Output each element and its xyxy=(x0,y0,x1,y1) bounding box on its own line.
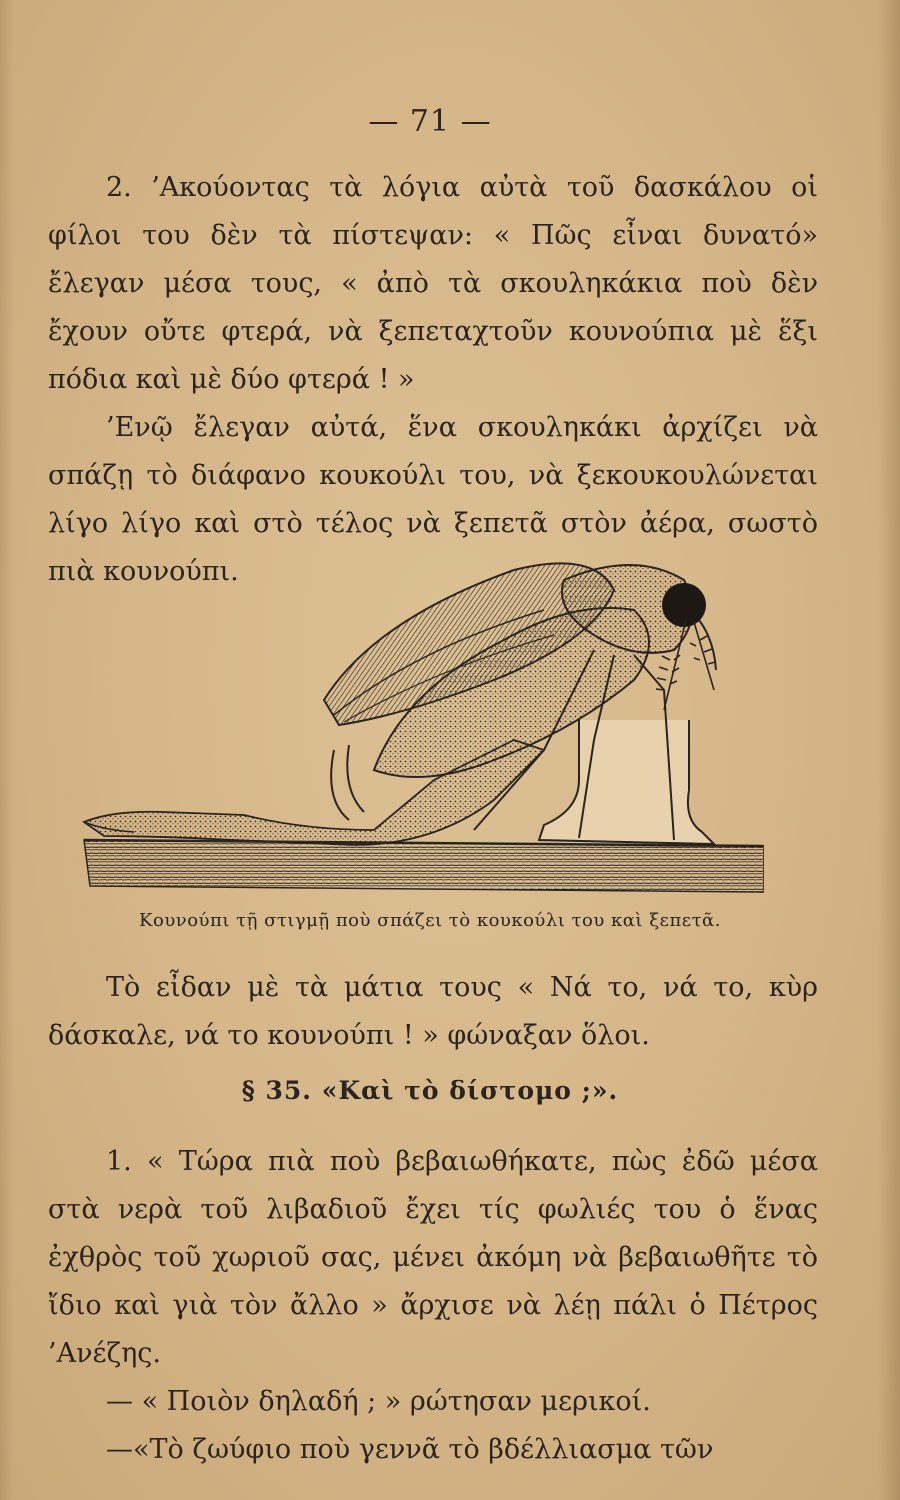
paragraph-answer: —«Τὸ ζωύφιο ποὺ γεννᾶ τὸ βδέλλιασμα τῶν xyxy=(106,1434,714,1465)
paragraph-shout: Τὸ εἶδαν μὲ τὰ μάτια τους « Νά το, νά το, κὺρ δάσκαλε, νά το κουνούπι ! » φώναξαν ὅλοι. xyxy=(48,972,818,1051)
wooden-plank xyxy=(84,840,764,892)
after-figure-text-block xyxy=(48,964,818,1060)
paragraph-question: — « Ποιὸν δηλαδή ; » ρώτησαν μερικοί. xyxy=(106,1386,651,1417)
section-heading: § 35. «Καὶ τὸ δίστομο ;». xyxy=(241,1076,619,1105)
page-right-edge xyxy=(878,0,900,1500)
page-left-edge xyxy=(0,0,14,1500)
paragraph-hatching: ’Ενῷ ἔλεγαν αὐτά, ἕνα σκουληκάκι ἀρχίζει νὰ σπάζῃ τὸ διάφανο κουκούλι του, νὰ ξεκουκουλώνεται λίγο λίγο καὶ στὸ τέλος νὰ ξεπετᾶ στὸν ἀέρα, σωστὸ πιὰ κουνούπι. xyxy=(48,412,818,587)
support-stand xyxy=(539,720,714,844)
paragraph-disbelief: 2. ’Ακούοντας τὰ λόγια αὐτὰ τοῦ δασκάλου οἱ φίλοι του δὲν τὰ πίστεψαν: « Πῶς εἶναι δυνατό» ἔλεγαν μέσα τους, « ἀπὸ τὰ σκουληκάκια ποὺ δὲν ἔχουν οὔτε φτερά, νὰ ξεπεταχτοῦν κουνούπια μὲ ἕξι πόδια καὶ μὲ δύο φτερά ! » xyxy=(48,172,818,395)
paragraph-second-enemy: 1. « Τώρα πιὰ ποὺ βεβαιωθήκατε, πὼς ἐδῶ μέσα στὰ νερὰ τοῦ λιβαδιοῦ ἔχει τίς φωλιές του ὁ ἕνας ἐχθρὸς τοῦ χωριοῦ σας, μένει ἀκόμη νὰ βεβαιωθῆτε τὸ ἴδιο καὶ γιὰ τὸν ἄλλο » ἄρχισε νὰ λέῃ πάλι ὁ Πέτρος ’Ανέζης. xyxy=(48,1146,818,1369)
mosquito-emerging-illustration xyxy=(74,540,764,900)
figure-caption: Κουνούπι τῇ στιγμῇ ποὺ σπάζει τὸ κουκούλι του καὶ ξεπετᾶ. xyxy=(139,910,721,931)
section-text-block xyxy=(48,1138,818,1474)
page-number: — 71 — xyxy=(368,104,492,139)
top-text-block xyxy=(48,164,818,596)
